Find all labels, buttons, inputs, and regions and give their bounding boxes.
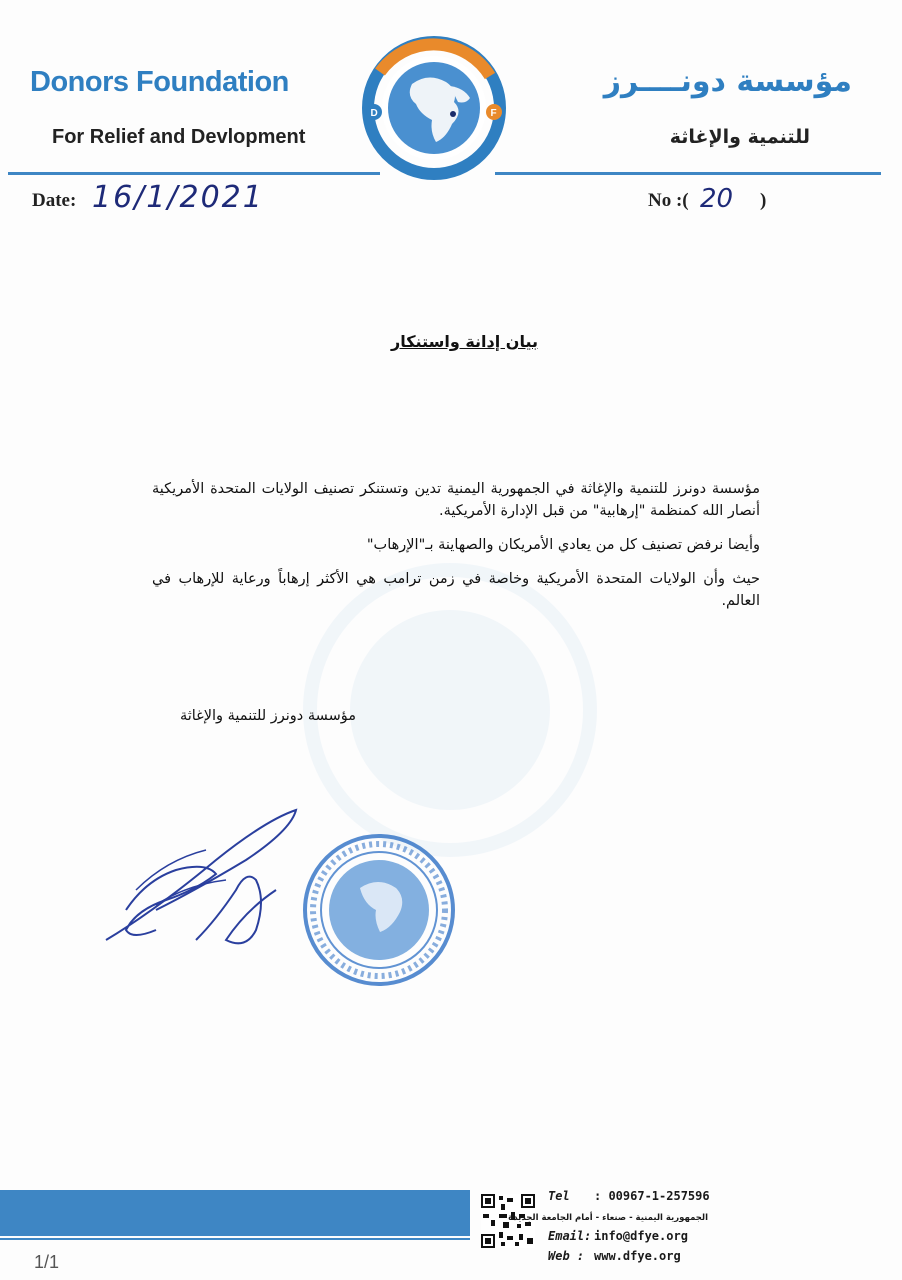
date-value-handwritten: 16/1/2021 — [92, 180, 264, 215]
address-text: الجمهورية اليمنية - صنعاء - أمام الجامعة الجديدة — [508, 1213, 708, 1223]
org-name-en: Donors Foundation — [30, 66, 289, 98]
official-stamp — [298, 832, 460, 988]
logo-letter-f: F — [490, 108, 497, 119]
paragraph: حيث وأن الولايات المتحدة الأمريكية وخاصة في زمن ترامب هي الأكثر إرهاباً ورعاية للإرهاب في العالم. — [152, 571, 760, 609]
paragraph: وأيضا نرفض تصنيف كل من يعادي الأمريكان والصهاينة بـ"الإرهاب" — [366, 537, 760, 553]
paragraph: مؤسسة دونرز للتنمية والإغاثة في الجمهورية اليمنية تدين وتستنكر تصنيف الولايات المتحدة الأمريكية أنصار الله كمنظمة "إرهابية" من قبل الإدارة الأمريكية. — [152, 481, 760, 519]
date-label: Date: — [32, 190, 77, 211]
number-label: No :( — [648, 190, 689, 211]
web-label: Web : — [548, 1249, 585, 1263]
tel-label: Tel — [548, 1189, 570, 1203]
email-label: Email: — [548, 1229, 592, 1243]
footer-accent-line — [0, 1238, 470, 1240]
number-close: ) — [760, 190, 767, 211]
address-row — [508, 1206, 710, 1226]
tel-row — [548, 1186, 710, 1206]
document-body — [152, 478, 760, 624]
web-row — [548, 1246, 710, 1266]
web-value: www.dfye.org — [594, 1249, 681, 1263]
org-subtitle-en: For Relief and Devlopment — [52, 126, 306, 148]
document-title: بيان إدانة واستنكار — [391, 332, 538, 351]
email-value: info@dfye.org — [594, 1229, 688, 1243]
number-value-handwritten: 20 — [700, 184, 734, 214]
footer-accent-bar — [0, 1190, 470, 1236]
logo-letter-d: D — [370, 108, 378, 119]
header-divider-right — [495, 172, 881, 175]
signature-org-name: مؤسسة دونرز للتنمية والإغاثة — [179, 708, 356, 724]
tel-value: : 00967-1-257596 — [594, 1189, 710, 1203]
org-subtitle-ar: للتنمية والإغاثة — [669, 126, 810, 148]
email-row — [548, 1226, 710, 1246]
org-name-ar: مؤسسة دونــــرز — [603, 64, 852, 99]
handwritten-signature — [96, 790, 306, 960]
page-number: 1/1 — [34, 1252, 60, 1272]
footer-contact — [508, 1186, 710, 1266]
header-divider-left — [8, 172, 380, 175]
globe-logo-icon — [350, 32, 518, 184]
